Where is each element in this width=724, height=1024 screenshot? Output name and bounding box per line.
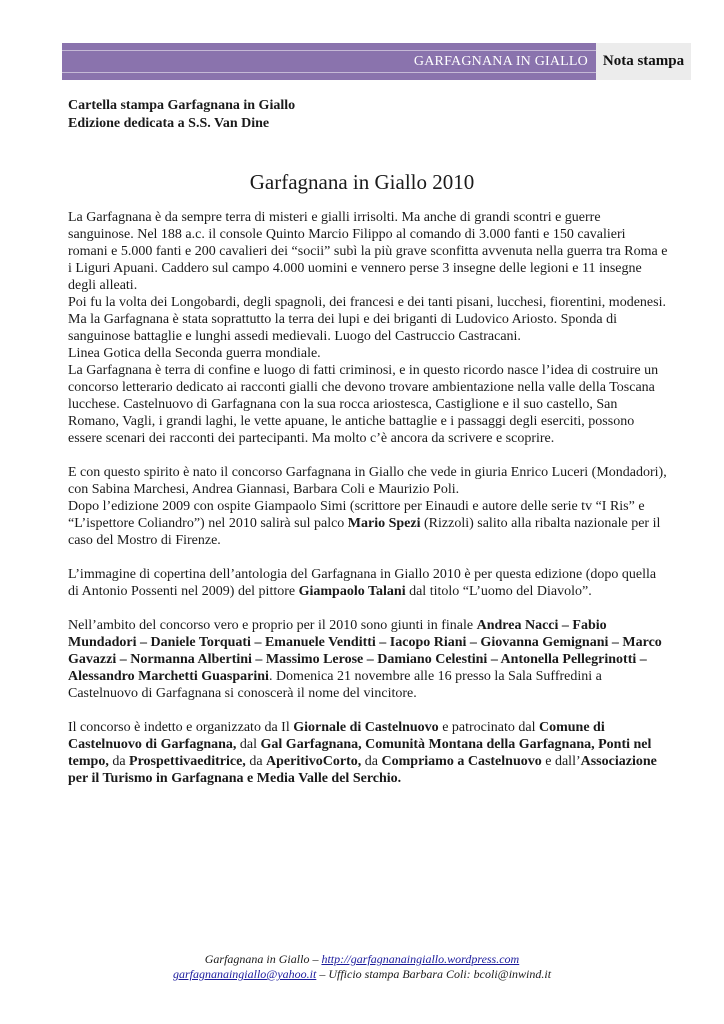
- org-aperitivo: AperitivoCorto,: [266, 754, 362, 769]
- paragraph-contest-idea: La Garfagnana è terra di confine e luogo di fatti criminosi, e in questo ricordo nasce l’idea di costruire un concorso letterario dedicato ai racconti gialli che devono trovare ambientazione nella valle della Toscana lucchese. Castelnuovo di Garfagnana con la sua rocca ariostesca, Castiglione e il suo castello, San Romano, Vagli, i grandi laghi, le vette apuane, le antiche battaglie e i passaggi degli eserciti, possono essere scenari dei racconti dei partecipanti. Ma molto c’è ancora da scrivere e scoprire.: [68, 363, 659, 446]
- footer-email-link[interactable]: garfagnanaingiallo@yahoo.it: [172, 967, 317, 981]
- paragraph-invasions: Poi fu la volta dei Longobardi, degli spagnoli, dei francesi e dei tanti pisani, lucchesi, fiorentini, modenesi. Ma la Garfagnana è stata soprattutto la terra dei lupi e dei briganti di Ludovico Ariosto. Sponda di sanguinose battaglie e lunghi assedi medievali. Luogo del Castruccio Castracani.: [68, 295, 666, 344]
- header-band: [62, 43, 596, 80]
- org-gal: Gal Garfagnana, Comunità Montana della Garfagnana, Ponti nel tempo,: [68, 737, 652, 769]
- press-kit-line-1: Cartella stampa Garfagnana in Giallo: [68, 98, 296, 113]
- org-comune: Comune di Castelnuovo di Garfagnana,: [68, 720, 605, 752]
- header-tab-label: Nota stampa: [602, 53, 685, 69]
- footer-line-2: [0, 967, 724, 982]
- footer-line-1: [0, 952, 724, 967]
- document-title: Garfagnana in Giallo 2010: [249, 170, 475, 194]
- paragraph-cover: [68, 566, 668, 600]
- org-text-4: da: [108, 754, 130, 769]
- paragraph-finalists: [68, 617, 668, 702]
- footer-site-link[interactable]: http://garfagnanaingiallo.wordpress.com: [321, 952, 520, 966]
- header-tab: [596, 43, 691, 80]
- paragraph-gothic-line: Linea Gotica della Seconda guerra mondiale.: [68, 346, 321, 361]
- press-kit-heading: [68, 97, 295, 133]
- footer-press-office: – Ufficio stampa Barbara Coli: bcoli@inwind.it: [316, 967, 552, 981]
- guest-text-1: Dopo l’edizione 2009 con ospite Giampaolo Simi (scrittore per Einaudi e autore delle serie tv “I Ris” e “L’ispettore Coliandro”) nel 2010 salirà sul palco: [68, 499, 645, 531]
- paragraph-guest: [68, 498, 668, 549]
- cover-text-2: dal titolo “L’uomo del Diavolo”.: [405, 584, 592, 599]
- footer-prefix: Garfagnana in Giallo –: [204, 952, 322, 966]
- painter-name: Giampaolo Talani: [298, 584, 406, 599]
- paragraph-history: La Garfagnana è da sempre terra di misteri e gialli irrisolti. Ma anche di grandi scontri e guerre sanguinose. Nel 188 a.c. il console Quinto Marcio Filippo al comando di 3.000 fanti e 150 cavalieri romani e 5.000 fanti e 200 cavalieri dei “socii” subì la più grave sconfitta avvenuta nella guerra tra Roma e i Liguri Apuani. Caddero sul campo 4.000 uomini e vennero perse 3 insegne delle legioni e 11 insegne degli alleati.: [68, 210, 668, 293]
- document-body: [68, 209, 668, 787]
- header-title: GARFAGNANA IN GIALLO: [413, 54, 588, 69]
- cover-text-1: L’immagine di copertina dell’antologia del Garfagnana in Giallo 2010 è per questa edizione (dopo quella di Antonio Possenti nel 2009) del pittore: [68, 567, 657, 599]
- press-kit-line-2: Edizione dedicata a S.S. Van Dine: [68, 116, 270, 131]
- org-associazione: Associazione per il Turismo in Garfagnana e Media Valle del Serchio.: [68, 754, 657, 786]
- guest-text-2: (Rizzoli) salito alla ribalta nazionale per il caso del Mostro di Firenze.: [68, 516, 661, 548]
- guest-name: Mario Spezi: [347, 516, 421, 531]
- org-giornale: Giornale di Castelnuovo: [293, 720, 439, 735]
- org-text-1: Il concorso è indetto e organizzato da Il: [68, 720, 294, 735]
- finalists-text-2: . Domenica 21 novembre alle 16 presso la Sala Suffredini a Castelnuovo di Garfagnana si conoscerà il nome del vincitore.: [68, 669, 602, 701]
- org-text-6: da: [361, 754, 382, 769]
- finalists-names: Andrea Nacci – Fabio Mundadori – Daniele Torquati – Emanuele Venditti – Iacopo Riani – Giovanna Gemignani – Marco Gavazzi – Normanna Albertini – Massimo Lerose – Damiano Celestini – Antonella Pellegrinotti – Alessandro Marchetti Guasparini: [68, 618, 662, 684]
- org-text-5: da: [245, 754, 267, 769]
- paragraph-organizers: [68, 719, 668, 787]
- page-footer: [0, 952, 724, 982]
- org-compriamo: Compriamo a Castelnuovo: [381, 754, 542, 769]
- org-text-2: e patrocinato dal: [438, 720, 539, 735]
- org-text-7: e dall’: [541, 754, 581, 769]
- paragraph-jury: E con questo spirito è nato il concorso Garfagnana in Giallo che vede in giuria Enrico Luceri (Mondadori), con Sabina Marchesi, Andrea Giannasi, Barbara Coli e Maurizio Poli.: [68, 465, 667, 497]
- finalists-text-1: Nell’ambito del concorso vero e proprio per il 2010 sono giunti in finale: [68, 618, 477, 633]
- org-text-3: dal: [236, 737, 261, 752]
- org-prospettiva: Prospettivaeditrice,: [129, 754, 246, 769]
